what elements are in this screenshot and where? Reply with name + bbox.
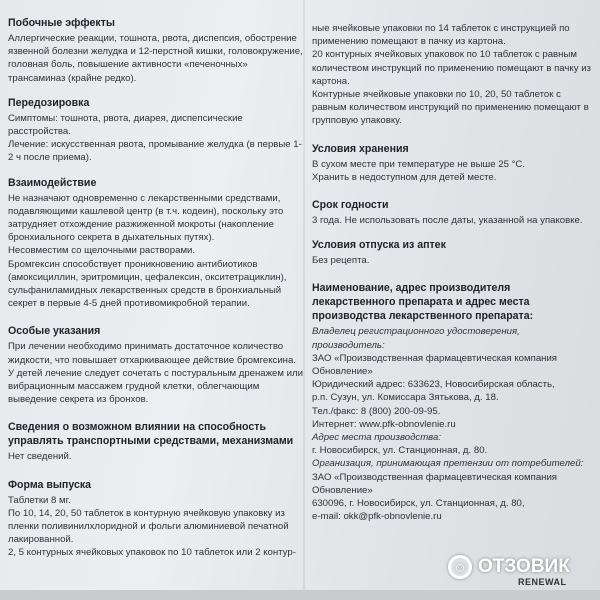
section-text: 2, 5 контурных ячейковых упаковок по 10 таблеток или 2 контур- — [8, 547, 296, 559]
left-column — [8, 16, 304, 564]
section-text: По 10, 14, 20, 50 таблеток в контурную ячейковую упаковку из пленки поливинилхлоридной и фольги алюминиевой печатной лакированной. — [8, 507, 289, 546]
section-text: 3 года. Не использовать после даты, указанной на упаковке. — [312, 215, 583, 227]
section-heading: Передозировка — [8, 96, 90, 109]
section-text: В сухом месте при температуре не выше 25 °С. — [312, 158, 526, 170]
section-manufacturer — [312, 281, 594, 523]
section-text: Адрес места производства: — [312, 432, 441, 444]
section-text: Без рецепта. — [312, 255, 370, 267]
section-heading: Побочные эффекты — [8, 17, 115, 29]
section-text: ЗАО «Производственная фармацевтическая компания Обновление» — [312, 471, 558, 496]
watermark-text: ОТЗОВИК — [478, 556, 570, 577]
section-text: р.п. Сузун, ул. Комиссара Зятькова, д. 18. — [312, 392, 499, 404]
section-text: Интернет: www.pfk-obnovlenie.ru — [312, 418, 456, 430]
section-heading: Условия хранения — [312, 142, 409, 155]
package-label: RENEWAL — [518, 577, 567, 587]
section-storage — [312, 142, 594, 184]
section-heading: Взаимодействие — [8, 176, 97, 189]
section-text: Организация, принимающая претензии от потребителей: — [312, 458, 584, 470]
section-heading: Форма выпуска — [8, 478, 92, 491]
section-form-continued — [312, 22, 594, 128]
section-shelf-life — [312, 198, 594, 227]
section-overdose — [8, 96, 304, 165]
section-heading: Срок годности — [312, 199, 389, 212]
section-text: При лечении необходимо принимать достаточное количество жидкости, что повышает отхаркивающее действие бромгексина. — [8, 341, 296, 366]
section-text: г. Новосибирск, ул. Станционная, д. 80. — [312, 445, 488, 457]
section-interaction — [8, 176, 304, 311]
right-column — [312, 22, 594, 527]
section-text: Контурные ячейковые упаковки по 10, 20, 50 таблеток с равным количеством инструкций по применению помещают в групповую упаковку. — [312, 89, 589, 127]
section-dispensing — [312, 238, 594, 267]
smile-circle-icon: ☺ — [448, 555, 472, 579]
section-text: Нет сведений. — [8, 451, 72, 463]
section-heading: Особые указания — [8, 325, 101, 338]
section-text: Хранить в недоступном для детей месте. — [312, 171, 497, 183]
package-edge — [0, 590, 600, 600]
section-heading: Условия отпуска из аптек — [312, 239, 446, 252]
section-text: 630096, г. Новосибирск, ул. Станционная, д. 80, — [312, 498, 525, 510]
section-text: Несовместим со щелочными растворами. — [8, 245, 196, 257]
section-text: ЗАО «Производственная фармацевтическая компания Обновление» — [312, 352, 558, 378]
section-text: Не назначают одновременно с лекарственными средствами, подавляющими кашлевой центр (в т.ч. кодеин), поскольку это затрудняет отхождение разжиженной мокроты (накопление бронхиального секрета в дыхательных путях). — [8, 192, 284, 244]
section-text: 20 контурных ячейковых упаковок по 10 таблеток с равным количеством инструкций по применению помещают в пачку из картона. — [312, 49, 591, 87]
section-driving — [8, 420, 304, 463]
section-text: e-mail: okk@pfk-obnovlenie.ru — [312, 511, 442, 523]
watermark — [448, 555, 570, 579]
section-text: Симптомы: тошнота, рвота, диарея, диспепсические расстройства. — [8, 112, 243, 138]
section-text: Владелец регистрационного удостоверения, производитель: — [312, 326, 520, 351]
section-text: Бромгексин способствует проникновению антибиотиков (амоксициллин, эритромицин, цефалексин, окситетрациклин), сульфаниламидных лекарственных средств в бронхиальный секрет в первые 4-5 дней противомикробной терапии. — [8, 258, 287, 310]
section-text: Лечение: искусственная рвота, промывание желудка (в первые 1-2 ч после приема). — [8, 139, 302, 164]
section-form — [8, 478, 304, 560]
section-heading: Наименование, адрес производителя лекарственного препарата и адрес места производства лекарственного препарата: — [312, 282, 534, 323]
section-text: Аллергические реакции, тошнота, рвота, диспепсия, обострение язвенной болезни желудка и 12-перстной кишки, головокружение, головная боль, повышение активности «печеночных» трансаминаз (крайне редко). — [8, 33, 303, 84]
section-text: Юридический адрес: 633623, Новосибирская область, — [312, 379, 555, 391]
section-text: Таблетки 8 мг. — [8, 494, 71, 506]
section-special — [8, 324, 304, 406]
section-heading: Сведения о возможном влиянии на способность управлять транспортными средствами, механизмами — [8, 421, 294, 448]
section-text: ные ячейковые упаковки по 14 таблеток с инструкцией по применению помещают в пачку из картона. — [312, 23, 570, 48]
section-text: У детей лечение следует сочетать с постуральным дренажем или вибрационным массажем грудной клетки, облегчающим выведение секрета из бронхов. — [8, 367, 303, 406]
section-side-effects — [8, 16, 304, 85]
section-text: Тел./факс: 8 (800) 200-09-95. — [312, 405, 441, 417]
